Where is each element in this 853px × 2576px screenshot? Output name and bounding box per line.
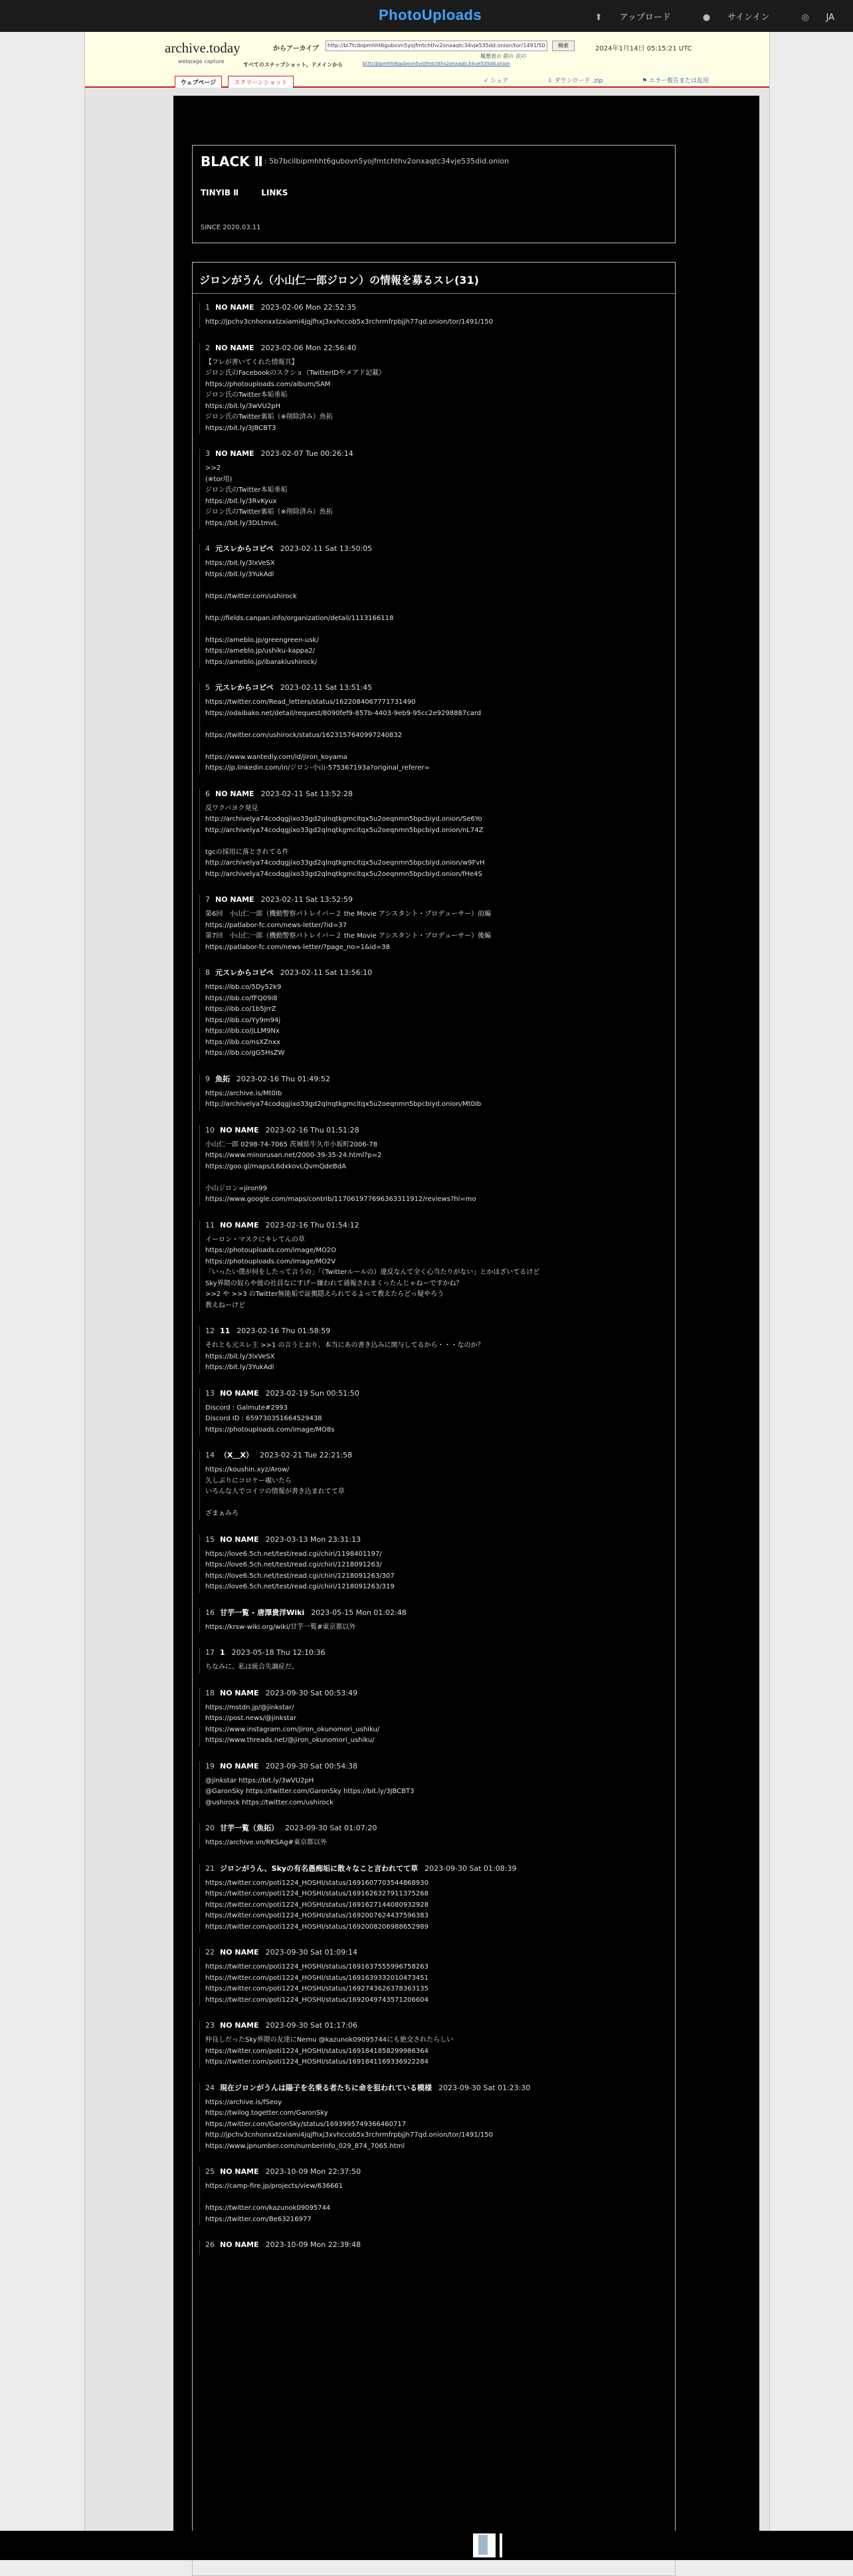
post-date: 2023-09-30 Sat 01:09:14: [265, 1948, 357, 1957]
post: [199, 1761, 670, 1809]
post: [199, 1074, 670, 1111]
post-author: NO NAME: [215, 343, 254, 352]
post-body: Discord : Galmute#2993 Discord ID : 659730351664529438 https://photouploads.com/image/MO8s: [205, 1404, 335, 1434]
post-date: 2023-02-21 Tue 22:21:58: [259, 1451, 353, 1459]
post-number[interactable]: 20: [205, 1824, 215, 1832]
post-body: https://camp-fire.jp/projects/view/636661 https://twitter.com/kazunok09095744 https://twitter.com/Be63216977: [205, 2183, 343, 2223]
post-date: 2023-02-16 Thu 01:51:28: [265, 1125, 359, 1134]
post-body: イーロン・マスクにキレてんの草 https://photouploads.com/image/MO2O https://photouploads.com/image/MO2V 「いったい僕が何をしたって言うの」「（Twitterルールの）違反なんて全く心当たりがない」とかほざいてるけど Sky界隈の奴らや彼の社員なにすげー嫌われて通報されまくったんじゃねーですかね？ >>2 や >>3 のTwitter無能垢で証拠隠えられてるよって教えたらどっ疑やろう 教えねーけど: [205, 1235, 540, 1309]
post-number[interactable]: 26: [205, 2240, 215, 2249]
post-body: https://archive.is/fSeoy https://twilog.togetter.com/GaronSky https://twitter.com/GaronSky/status/1693995749366460717 http://jpchv3cnhonxxtzxiami4jqjfhxj3xvhccob5x3rchrmfrpbjjh77qd.onion/tor/1491/150 https://www.jpnumber.com/numberinfo_029_874_7065.html: [205, 2098, 494, 2150]
post-author: NO NAME: [220, 1125, 259, 1134]
post-number[interactable]: 15: [205, 1535, 215, 1544]
post-number[interactable]: 10: [205, 1125, 215, 1134]
post: [199, 1947, 670, 2006]
post-header: [205, 683, 670, 693]
post-date: 2023-02-06 Mon 22:52:35: [260, 303, 357, 312]
post-author: NO NAME: [220, 1535, 259, 1544]
post-number[interactable]: 16: [205, 1608, 215, 1617]
post: [199, 2083, 670, 2153]
archive-header: [85, 32, 769, 88]
post-author: 11: [220, 1327, 231, 1335]
post-date: 2023-02-11 Sat 13:52:59: [260, 895, 353, 904]
post-number[interactable]: 23: [205, 2021, 215, 2030]
tab-screenshot[interactable]: スクリーンショット: [228, 76, 293, 88]
post: [199, 1535, 670, 1593]
board-header-box: [192, 145, 676, 243]
post-header: [205, 449, 670, 459]
post-number[interactable]: 6: [205, 789, 210, 798]
post: [199, 2167, 670, 2225]
post-header: [205, 302, 670, 313]
post-body: 【フレが書いてくれた情報共】 ジロン氏のFacebookのスクショ（TwitterIDやメアド記載） https://photouploads.com/album/SAM ジロン氏のTwitter本垢垂垢 https://bit.ly/3wVU2pH ジロン氏のTwitter裏垢（※削除済み）魚拓 https://bit.ly/3JBCBT3: [205, 358, 385, 432]
post-body: https://twitter.com/poti1224_HOSHI/status/1691607703544868930 https://twitter.com/poti1224_HOSHI/status/1691626327911375268 https://twitter.com/poti1224_HOSHI/status/1691627144080932928 https://twitter.com/poti1224_HOSHI/status/1692007624437596383 https://twitter.com/poti1224_HOSHI/status/1692008206988652989: [205, 1879, 428, 1931]
post-body: https://koushin.xyz/Arow/ 久しぶりにコロケー覗いたら いろんな人でコイツの情報が書き込まれてて草 ざまぁみろ: [205, 1466, 345, 1517]
post-author: NO NAME: [220, 1761, 259, 1771]
post-date: 2023-09-30 Sat 00:53:49: [265, 1688, 357, 1697]
archive-subtitle: webpage capture: [178, 58, 225, 64]
post-number[interactable]: 13: [205, 1388, 215, 1398]
globe-icon: ◎: [801, 13, 809, 23]
post-header: [205, 1220, 670, 1231]
board-since: SINCE 2020.03.11: [201, 224, 261, 231]
language-selector[interactable]: ◎ JA: [801, 13, 834, 23]
post: [199, 1864, 670, 1933]
post-author: NO NAME: [215, 303, 254, 312]
post-author: （X＿X）: [220, 1451, 253, 1459]
post-number[interactable]: 4: [205, 544, 210, 553]
post: [199, 1125, 670, 1206]
post-author: NO NAME: [220, 2240, 259, 2249]
post-date: 2023-02-16 Thu 01:58:59: [237, 1327, 331, 1335]
post-body: https://love6.5ch.net/test/read.cgi/chiri/1198401197/ https://love6.5ch.net/test/read.cgi/chiri/1218091263/ https://love6.5ch.net/test/read.cgi/chiri/1218091263/307 https://love6.5ch.net/test/read.cgi/chiri/1218091263/319: [205, 1550, 395, 1590]
topbar-nav: [566, 10, 834, 23]
post-body: https://twitter.com/Read_letters/status/1622084067771731490 https://odaibako.net/detail/request/8090fef9-857b-4403-9eb9-95cc2e9298887card https://twitter.com/ushirock/status/1623157640997240832 https://www.wantedly.com/id/jiron_koyama https://jp.linkedin.com/in/ジロン-小山-575367193a?original_referer=: [205, 698, 482, 772]
report-link[interactable]: ⚑ エラー報告または乱用: [642, 78, 710, 84]
post-header: [205, 2167, 670, 2177]
post-body: https://twitter.com/poti1224_HOSHI/status/1691637555996758263 https://twitter.com/poti1224_HOSHI/status/1691639332010473451 https://twitter.com/poti1224_HOSHI/status/1692743626378363135 https://twitter.com/poti1224_HOSHI/status/1692049743571206604: [205, 1963, 428, 2004]
post-number[interactable]: 24: [205, 2083, 215, 2092]
post-author: 甘芋一覧 - 唐澤貴洋Wiki: [220, 1608, 305, 1617]
thread-box: [192, 262, 676, 2576]
post-date: 2023-09-30 Sat 00:54:38: [265, 1761, 357, 1771]
upload-link[interactable]: ⬆ アップロード: [595, 13, 671, 23]
post-header: [205, 1947, 670, 1958]
download-link[interactable]: ⇩ ダウンロード .zip: [547, 78, 603, 84]
post: [199, 1450, 670, 1520]
scroll-indicator: [500, 2533, 502, 2557]
post-header: [205, 968, 670, 978]
post-body: >>2 (※tor用) ジロン氏のTwitter本垢垂垢 https://bit.ly/3RvKyux ジロン氏のTwitter裏垢（※削除済み）魚拓 https://bit.ly/3DLtmvL: [205, 465, 333, 527]
post-date: 2023-10-09 Mon 22:37:50: [265, 2167, 361, 2176]
post-body: @jinkstar https://bit.ly/3wVU2pH @GaronSky https://twitter.com/GaronSky https://bit.ly/3JBCBT3 @ushirock https://twitter.com/ushirock: [205, 1776, 415, 1806]
post-body: 第6回 小山仁一郎（機動警察パトレイバー２ the Movie アシスタント・プロデューサー）前編 https://patlabor-fc.com/news-letter/?id=37 第7回 小山仁一郎（機動警察パトレイバー２ the Movie アシスタント・プロデューサー）後編 https://patlabor-fc.com/news-letter/?page_no=1&id=38: [205, 911, 492, 951]
board-link-links[interactable]: LINKS: [261, 188, 288, 197]
user-icon: ●: [702, 13, 711, 23]
post-header: [205, 1823, 670, 1834]
post-number[interactable]: 9: [205, 1074, 210, 1083]
archive-frame: [84, 32, 770, 2560]
post-date: 2023-02-11 Sat 13:52:28: [260, 789, 353, 798]
post-number[interactable]: 12: [205, 1327, 215, 1335]
post-number[interactable]: 1: [205, 303, 210, 312]
post: [199, 343, 670, 435]
post-author: ジロンがうん、Skyの有名愚痴垢に散々なこと言われてて草: [220, 1864, 419, 1873]
archive-search-button[interactable]: 検索: [552, 41, 575, 51]
post-header: [205, 1608, 670, 1618]
post-author: NO NAME: [220, 1688, 259, 1697]
archive-tools: [484, 76, 746, 84]
post-body: https://ibb.co/5Dy52k9 https://ibb.co/fFQ09i8 https://ibb.co/1b5JrrZ https://ibb.co/Yy9m94j https://ibb.co/jLLM9Nx https://ibb.co/nsXZnxx https://ibb.co/gG5HsZW: [205, 984, 285, 1057]
post-date: 2023-02-06 Mon 22:56:40: [260, 343, 357, 352]
divider: [193, 293, 675, 294]
post: [199, 2240, 670, 2254]
post-header: [205, 1648, 670, 1658]
post-header: [205, 1688, 670, 1699]
post-author: NO NAME: [215, 449, 254, 458]
post-header: [205, 1074, 670, 1085]
post-number[interactable]: 22: [205, 1948, 215, 1957]
post-header: [205, 1864, 670, 1874]
post-date: 2023-05-15 Mon 01:02:48: [311, 1608, 407, 1617]
photouploads-topbar: [0, 0, 853, 32]
post-date: 2023-02-11 Sat 13:51:45: [280, 683, 373, 692]
post-header: [205, 789, 670, 800]
post-author: 元スレからコピペ: [215, 683, 274, 692]
post-number[interactable]: 19: [205, 1761, 215, 1771]
post-date: 2023-09-30 Sat 01:08:39: [425, 1864, 517, 1873]
post-header: [205, 2083, 670, 2093]
post-body: 反ワクバヨク発見 http://archivelyа74codqgjixo33gd2qlnqtkgmcitqx5u2oeqnmn5bpcbiyd.onion/Se6Yo http://archivelyа74codqgjixo33gd2qlnqtkgmcitqx5u2oeqnmn5bpcbiyd.onion/nL74Z tgcの採用に落とされてる件 http://archivelyа74codqgjixo33gd2qlnqtkgmcitqx5u2oeqnmn5bpcbiyd.onion/w9FvH http://archivelyа74codqgjixo33gd2qlnqtkgmcitqx5u2oeqnmn5bpcbiyd.onion/fHe4S: [205, 804, 485, 878]
post-number[interactable]: 7: [205, 895, 210, 904]
post-author: 甘芋一覧（魚拓）: [220, 1824, 278, 1832]
post-date: 2023-02-11 Sat 13:50:05: [280, 544, 373, 553]
post-date: 2023-09-30 Sat 01:23:30: [438, 2083, 531, 2092]
post-header: [205, 2020, 670, 2031]
history-links[interactable]: 履歴表示 前の 次の: [480, 53, 527, 59]
post-author: 元スレからコピペ: [215, 968, 274, 977]
archive-date: 2024年1月14日 05:15:21 UTC: [595, 45, 692, 53]
post-number[interactable]: 2: [205, 343, 210, 352]
thread-title: ジロンがうん（小山仁一郎ジロン）の情報を募るスレ(31): [199, 274, 479, 286]
all-snapshots-label: すべてのスナップショット。ドメインから: [243, 62, 343, 68]
post-author: 1: [220, 1648, 225, 1657]
photouploads-logo[interactable]: PhotoUploads: [379, 7, 482, 23]
post-author: 魚拓: [215, 1074, 230, 1083]
post: [199, 2020, 670, 2068]
post: [199, 1648, 670, 1673]
post-header: [205, 1125, 670, 1136]
post-date: 2023-02-19 Sun 00:51:50: [265, 1388, 359, 1398]
post-number[interactable]: 17: [205, 1648, 215, 1657]
post-date: 2023-09-30 Sat 01:07:20: [285, 1824, 377, 1832]
post-body: https://bit.ly/3lxVeSX https://bit.ly/3YukAdl https://twitter.com/ushirock http://fields.canpan.info/organization/detail/1113166118 https://ameblo.jp/greengreen-usk/ https://ameblo.jp/ushiku-kappa2/ https://ameblo.jp/ibarakiushirock/: [205, 560, 394, 666]
post: [199, 895, 670, 953]
post-date: 2023-02-16 Thu 01:54:12: [265, 1220, 359, 1230]
post-number[interactable]: 14: [205, 1451, 215, 1459]
post-number[interactable]: 5: [205, 683, 210, 692]
post-date: 2023-05-18 Thu 12:10:36: [231, 1648, 326, 1657]
post-header: [205, 544, 670, 554]
post-author: 元スレからコピペ: [215, 544, 274, 553]
post-date: 2023-10-09 Mon 22:39:48: [265, 2240, 361, 2249]
post: [199, 1823, 670, 1849]
post-date: 2023-03-13 Mon 23:31:13: [265, 1535, 361, 1544]
post-author: NO NAME: [215, 789, 254, 798]
post-number[interactable]: 25: [205, 2167, 215, 2176]
post-header: [205, 1388, 670, 1399]
post: [199, 1388, 670, 1436]
board-link-tinyib[interactable]: TINYIB Ⅱ: [201, 188, 239, 197]
post: [199, 302, 670, 328]
post-number[interactable]: 11: [205, 1220, 215, 1230]
post-number[interactable]: 8: [205, 968, 210, 977]
post-number[interactable]: 21: [205, 1864, 215, 1873]
post-author: NO NAME: [220, 2167, 259, 2176]
domain-link[interactable]: bi7tcibipmhht6gubovn5yojfmtchthv2onxaqtc34vje535dd.onion: [363, 61, 510, 66]
post-header: [205, 2240, 670, 2250]
post-body: https://mstdn.jp/@jinkstar/ https://post.news/@jinkstar https://www.instagram.com/jiron_okunomori_ushiku/ https://www.threads.net/@jiron_okunomori_ushiku/: [205, 1703, 380, 1744]
upload-icon: ⬆: [595, 13, 603, 23]
post-author: NO NAME: [220, 1220, 259, 1230]
post: [199, 449, 670, 529]
post: [199, 1608, 670, 1634]
post-number[interactable]: 3: [205, 449, 210, 458]
archived-page: [173, 96, 759, 2560]
board-name[interactable]: BLACK Ⅱ: [201, 154, 263, 169]
tab-webpage[interactable]: ウェブページ: [175, 76, 222, 88]
post-body: 仲良しだったSky界隈の友達にNemu @kazunok09095744にも絶交されたらしい https://twitter.com/poti1224_HOSHI/status/1691841858299986364 https://twitter.com/poti1224_HOSHI/status/1691841169336922284: [205, 2036, 454, 2066]
board-links: [201, 188, 308, 197]
post: [199, 789, 670, 881]
post-author: NO NAME: [220, 2021, 259, 2030]
post-date: 2023-02-16 Thu 01:49:52: [237, 1074, 330, 1083]
thumbnail-image: [478, 2535, 488, 2555]
post: [199, 968, 670, 1059]
post-header: [205, 1761, 670, 1772]
post-body: http://jpchv3cnhonxxtzxiami4jqjfhxj3xvhccob5x3rchrmfrpbjjh77qd.onion/tor/1491/150: [205, 318, 494, 326]
post-body: 小山仁一郎 0298-74-7065 茨城県牛久市小坂町2006-78 https://www.minorusan.net/2000-39-35-24.html?p=2 https://goo.gl/maps/L6dxkovLQvmQdeBdA 小山ジロン=jiron99 https://www.google.com/maps/contrib/117061977696363311912/reviews?hl=mo: [205, 1140, 476, 1203]
post-date: 2023-02-11 Sat 13:56:10: [280, 968, 373, 977]
post-date: 2023-09-30 Sat 01:17:06: [265, 2021, 357, 2030]
post-number[interactable]: 18: [205, 1688, 215, 1697]
archive-title[interactable]: archive.today: [165, 40, 240, 56]
post-body: https://archive.vn/RKSAg#東京都以外: [205, 1839, 327, 1846]
post: [199, 544, 670, 668]
post-body: それとも元スレ主 >>1 の言うとおり、本当にあの書き込みに関与してるから・・・なのか？ https://bit.ly/3lxVeSX https://bit.ly/3YukAdl: [205, 1342, 484, 1371]
post-header: [205, 1450, 670, 1461]
archive-from-label: からアーカイブ: [273, 45, 319, 53]
post-header: [205, 895, 670, 905]
bottom-thumbnail-bar: [0, 2531, 853, 2560]
post-author: NO NAME: [220, 1388, 259, 1398]
post-author: NO NAME: [215, 895, 254, 904]
signin-link[interactable]: ● サインイン: [702, 13, 770, 23]
post: [199, 1688, 670, 1747]
archive-tabs: [175, 74, 296, 88]
board-onion: : 5b7bcilbipmhht6gubovn5yojfmtchthv2onxaqtc34vje535did.onion: [264, 157, 510, 165]
post: [199, 1326, 670, 1374]
post-body: ちなみに、私は統合失調症だ。: [205, 1664, 298, 1671]
post-body: https://krsw-wiki.org/wiki/甘芋一覧#東京都以外: [205, 1623, 356, 1631]
post-body: https://archive.is/Mt0Ib http://archivelyа74codqgjixo33gd2qlnqtkgmcitqx5u2oeqnmn5bpcbiyd.onion/Mt0Ib: [205, 1089, 482, 1108]
post-date: 2023-02-07 Tue 00:26:14: [260, 449, 353, 458]
share-link[interactable]: ✓ シェア: [484, 78, 509, 84]
post-header: [205, 1326, 670, 1337]
post-author: 現在ジロンがうんは陽子を名乗る者たちに命を狙われている模様: [220, 2083, 432, 2092]
post: [199, 1220, 670, 1312]
post-author: NO NAME: [220, 1948, 259, 1957]
post: [199, 683, 670, 774]
archive-url-input[interactable]: http://bi7tcibipmhht6gubovn5yojfmtchthv2onxaqtc34vje535dd.onion/tor/1491/50: [326, 41, 547, 51]
post-header: [205, 343, 670, 354]
post-header: [205, 1535, 670, 1545]
